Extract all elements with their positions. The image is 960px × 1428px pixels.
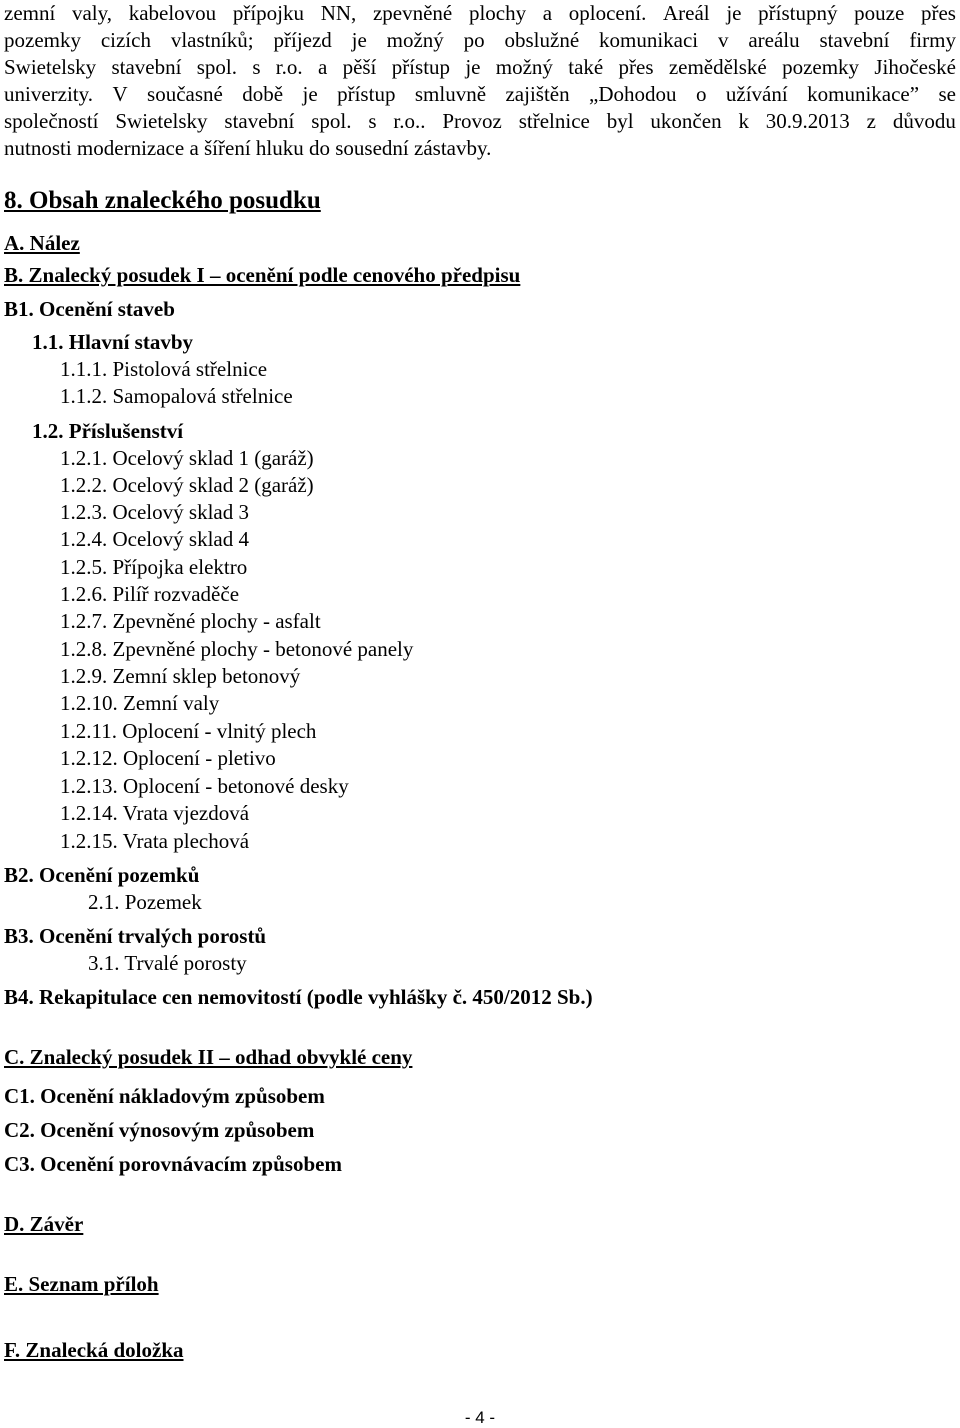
paragraph-word: cizích (100, 28, 151, 52)
paragraph-word: smluvně (414, 82, 487, 106)
paragraph-word: „Dohodou (589, 82, 677, 106)
paragraph-word: firmy (909, 28, 956, 52)
outline-1-2-heading: 1.2. Příslušenství (32, 419, 184, 443)
paragraph-word: zajištěn (505, 82, 570, 106)
outline-item: 1.2.1. Ocelový sklad 1 (garáž) (60, 446, 314, 470)
paragraph-word: přípojku (232, 1, 305, 25)
outline-b-heading: B. Znalecký posudek I – ocenění podle cenového předpisu (4, 263, 521, 287)
paragraph-word: pouze (854, 1, 905, 25)
paragraph-word: střelnice (518, 109, 590, 133)
paragraph-word: přístupný (758, 1, 838, 25)
outline-item: 1.1.1. Pistolová střelnice (60, 357, 268, 381)
paragraph-word: Jihočeské (874, 55, 956, 79)
paragraph-word: pěší (342, 55, 377, 79)
outline-item: 1.2.7. Zpevněné plochy - asfalt (60, 609, 321, 633)
outline-item: 1.2.4. Ocelový sklad 4 (60, 527, 249, 551)
paragraph-word: přes (920, 1, 956, 25)
paragraph-word: příjezd (273, 28, 332, 52)
paragraph-word: době (242, 82, 284, 106)
outline-c1-heading: C1. Ocenění nákladovým způsobem (4, 1084, 325, 1108)
outline-b4-heading: B4. Rekapitulace cen nemovitostí (podle vyhlášky č. 450/2012 Sb.) (4, 985, 593, 1009)
paragraph-word: je (465, 55, 481, 79)
paragraph-line: nutnosti modernizace a šíření hluku do sousední zástavby. (4, 136, 492, 160)
paragraph-word: stavební (224, 109, 295, 133)
paragraph-word: stavební (819, 28, 890, 52)
paragraph-word: a (542, 1, 553, 25)
paragraph-word: o (695, 82, 707, 106)
outline-item: 1.2.11. Oplocení - vlnitý plech (60, 719, 317, 743)
paragraph-word: valy, (71, 1, 113, 25)
paragraph-word: z (866, 109, 876, 133)
paragraph-line (4, 27, 956, 53)
paragraph-word: plochy (468, 1, 527, 25)
paragraph-word: komunikace” (807, 82, 920, 106)
paragraph-line (4, 81, 956, 107)
paragraph-word: důvodu (892, 109, 956, 133)
outline-item: 1.2.15. Vrata plechová (60, 829, 250, 853)
paragraph-word: zemědělské (668, 55, 767, 79)
paragraph-word: se (938, 82, 956, 106)
paragraph-word: areálu (748, 28, 800, 52)
paragraph-word: vlastníků; (170, 28, 254, 52)
outline-item: 1.2.12. Oplocení - pletivo (60, 746, 276, 770)
paragraph-word: zemní (4, 1, 56, 25)
paragraph-word: spol. (311, 109, 352, 133)
outline-d-zaver: D. Závěr (4, 1212, 84, 1236)
paragraph-word: je (302, 82, 318, 106)
outline-item: 1.2.5. Přípojka elektro (60, 555, 248, 579)
paragraph-word: s (252, 55, 261, 79)
paragraph-word: byl (606, 109, 634, 133)
outline-b1-heading: B1. Ocenění staveb (4, 297, 175, 321)
paragraph-word: kabelovou (128, 1, 217, 25)
outline-item: 1.2.2. Ocelový sklad 2 (garáž) (60, 473, 314, 497)
paragraph-word: 30.9.2013 (765, 109, 850, 133)
outline-item: 3.1. Trvalé porosty (88, 951, 247, 975)
outline-b3-heading: B3. Ocenění trvalých porostů (4, 924, 267, 948)
paragraph-word: komunikaci (599, 28, 699, 52)
paragraph-word: užívání (725, 82, 788, 106)
paragraph-word: k (738, 109, 749, 133)
outline-item: 1.2.8. Zpevněné plochy - betonové panely (60, 637, 414, 661)
outline-c-heading: C. Znalecký posudek II – odhad obvyklé ceny (4, 1045, 413, 1069)
paragraph-word: Swietelsky (4, 55, 97, 79)
paragraph-line (4, 54, 956, 80)
paragraph-word: zpevněné (372, 1, 453, 25)
outline-1-1-heading: 1.1. Hlavní stavby (32, 330, 194, 354)
section-heading: 8. Obsah znaleckého posudku (4, 187, 321, 214)
outline-item: 1.2.6. Pilíř rozvaděče (60, 582, 240, 606)
paragraph-word: přes (618, 55, 654, 79)
paragraph-word: po (463, 28, 485, 52)
outline-item: 1.2.9. Zemní sklep betonový (60, 664, 301, 688)
outline-e-seznam-priloh: E. Seznam příloh (4, 1272, 159, 1296)
paragraph-word: univerzity. (4, 82, 94, 106)
paragraph-word: pozemky (4, 28, 81, 52)
paragraph-word: r.o.. (393, 109, 426, 133)
paragraph-word: Provoz (442, 109, 502, 133)
paragraph-word: r.o. (275, 55, 303, 79)
paragraph-line (4, 0, 956, 26)
paragraph-word: oplocení. (568, 1, 647, 25)
outline-item: 1.2.10. Zemní valy (60, 691, 220, 715)
paragraph-word: pozemky (782, 55, 860, 79)
paragraph-word: V (112, 82, 128, 106)
outline-item: 1.2.3. Ocelový sklad 3 (60, 500, 249, 524)
paragraph-word: obslužné (504, 28, 580, 52)
paragraph-word: NN, (320, 1, 357, 25)
paragraph-word: je (726, 1, 742, 25)
paragraph-word: možný (386, 28, 444, 52)
paragraph-word: společností (4, 109, 99, 133)
paragraph-word: možný (495, 55, 553, 79)
paragraph-word: je (351, 28, 367, 52)
paragraph-word: přístup (337, 82, 396, 106)
outline-item: 1.2.13. Oplocení - betonové desky (60, 774, 349, 798)
paragraph-line (4, 108, 956, 134)
paragraph-word: v (718, 28, 729, 52)
paragraph-word: a (317, 55, 328, 79)
paragraph-word: přístup (391, 55, 451, 79)
outline-f-znalecka-dolozka: F. Znalecká doložka (4, 1338, 184, 1362)
paragraph-word: Areál (663, 1, 710, 25)
outline-c3-heading: C3. Ocenění porovnávacím způsobem (4, 1152, 342, 1176)
page-number: - 4 - (464, 1408, 496, 1427)
paragraph-word: stavební (111, 55, 182, 79)
paragraph-word: s (368, 109, 377, 133)
outline-c2-heading: C2. Ocenění výnosovým způsobem (4, 1118, 315, 1142)
paragraph-word: Swietelsky (115, 109, 208, 133)
paragraph-word: spol. (196, 55, 238, 79)
outline-b2-heading: B2. Ocenění pozemků (4, 863, 200, 887)
paragraph-word: také (568, 55, 604, 79)
outline-item: 2.1. Pozemek (88, 890, 202, 914)
outline-item: 1.1.2. Samopalová střelnice (60, 384, 293, 408)
paragraph-word: současné (147, 82, 223, 106)
outline-item: 1.2.14. Vrata vjezdová (60, 801, 250, 825)
paragraph-word: ukončen (650, 109, 722, 133)
outline-a-nalez: A. Nález (4, 231, 80, 255)
